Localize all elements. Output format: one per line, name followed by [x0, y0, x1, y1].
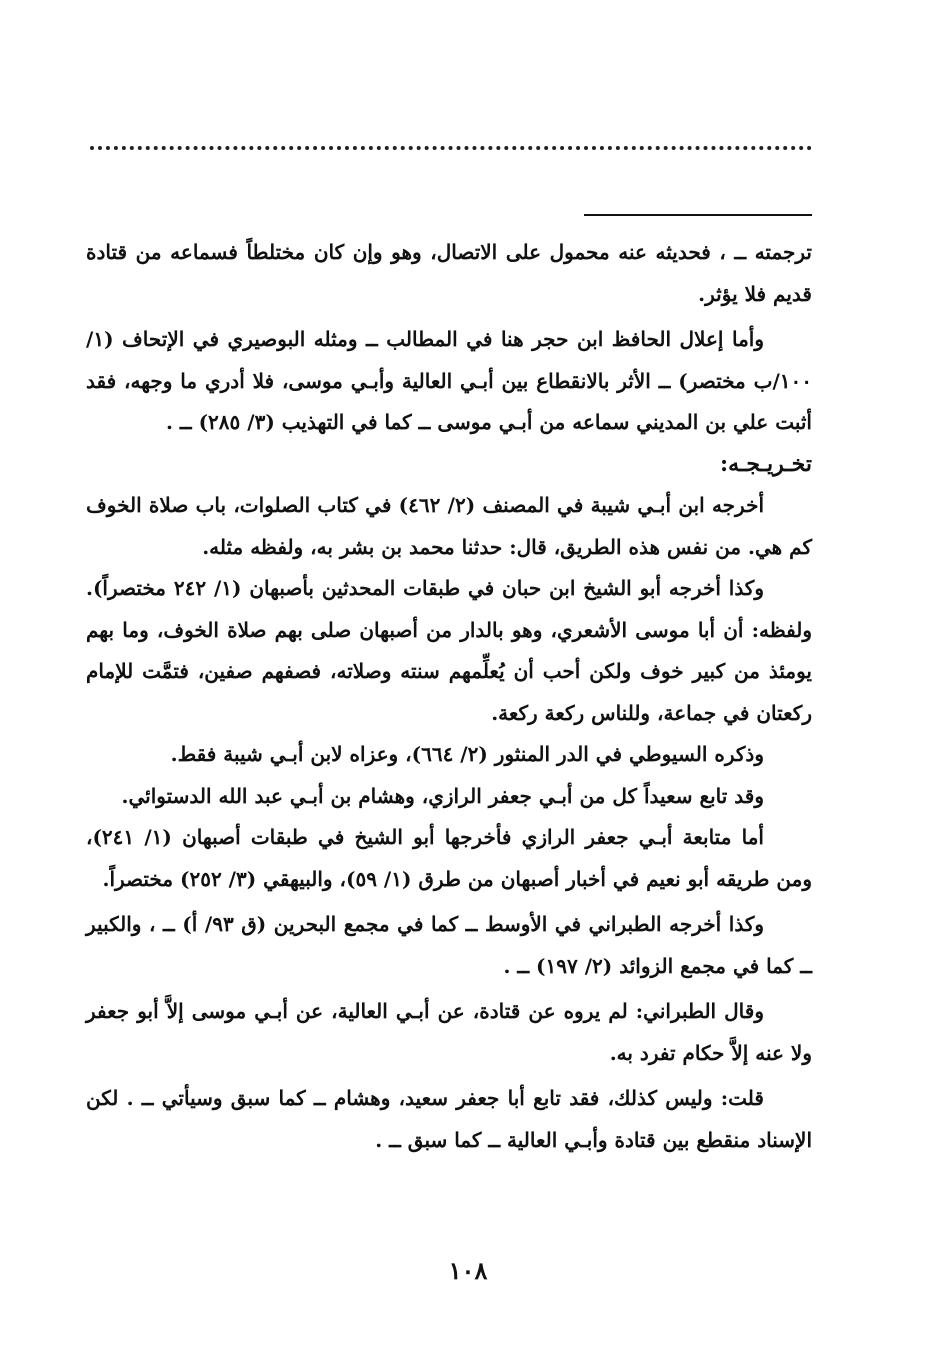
dotted-separator [90, 146, 812, 150]
paragraph-abu-jafar: أما متابعة أبـي جعفر الرازي فأخرجها أبو الشيخ في طبقات أصبهان (١/ ٢٤١)، ومن طريقه أبو نعيم في أخبار أصبهان من طرق (١/ ٥٩)، والبيهقي (٣/ ٢٥٢) مختصراً. [86, 825, 812, 891]
paragraph-abu-al-shaykh: وكذا أخرجه أبو الشيخ ابن حبان في طبقات المحدثين بأصبهان (١/ ٢٤٢ مختصراً). ولفظه: أن أبا موسى الأشعري، وهو بالدار من أصبهان صلى بهم صلاة الخوف، وما بهم يومئذ من كبير خوف ولكن أحب أن يُعلِّمهم سنته وصلاته، فصفهم صفين، فتمَّت للإمام ركعتان في جماعة، وللناس ركعة ركعة. [86, 576, 812, 725]
paragraph-tabarani: وكذا أخرجه الطبراني في الأوسط ــ كما في مجمع البحرين (ق ٩٣/ أ) ــ ، والكبير ــ كما في مجمع الزوائد (٢/ ١٩٧) ــ . [86, 912, 812, 978]
paragraph-ibn-abi-shayba: أخرجه ابن أبـي شيبة في المصنف (٢/ ٤٦٢) في كتاب الصلوات، باب صلاة الخوف كم هي. من نفس هذه الطريق، قال: حدثنا محمد بن بشر به، ولفظه مثله. [86, 493, 812, 559]
paragraph-mutaba: وقد تابع سعيداً كل من أبـي جعفر الرازي، وهشام بن أبـي عبد الله الدستوائي. [121, 783, 764, 808]
paragraph-suyuti: وذكره السيوطي في الدر المنثور (٢/ ٦٦٤)، وعزاه لابن أبـي شيبة فقط. [170, 742, 764, 766]
section-heading-takhrij: تخـريـجـه: [719, 450, 812, 477]
paragraph-qultu: قلت: وليس كذلك، فقد تابع أبا جعفر سعيد، وهشام ــ كما سبق وسيأتي ــ . لكن الإسناد منقطع بين قتادة وأبـي العالية ــ كما سبق ــ . [86, 1086, 812, 1152]
footnote-rule [584, 214, 812, 216]
page-number: ١٠٨ [448, 1256, 488, 1285]
paragraph-tabarani-said: وقال الطبراني: لم يروه عن قتادة، عن أبـي العالية، عن أبـي موسى إلاَّ أبو جعفر ولا عنه إلاَّ حكام تفرد به. [86, 999, 812, 1065]
page-body [86, 232, 812, 1161]
paragraph-illa: وأما إعلال الحافظ ابن حجر هنا في المطالب ــ ومثله البوصيري في الإتحاف (١/ ١٠٠/ب مختصر) ــ الأثر بالانقطاع بين أبـي العالية وأبـي موسى، فلا أدري ما وجهه، فقد أثبت علي بن المديني سماعه من أبـي موسى ــ كما في التهذيب (٣/ ٢٨٥) ــ . [86, 327, 812, 434]
paragraph-continuation: ترجمته ــ ، فحديثه عنه محمول على الاتصال، وهو وإن كان مختلطاً فسماعه من قتادة قديم فلا يؤثر. [86, 240, 812, 306]
